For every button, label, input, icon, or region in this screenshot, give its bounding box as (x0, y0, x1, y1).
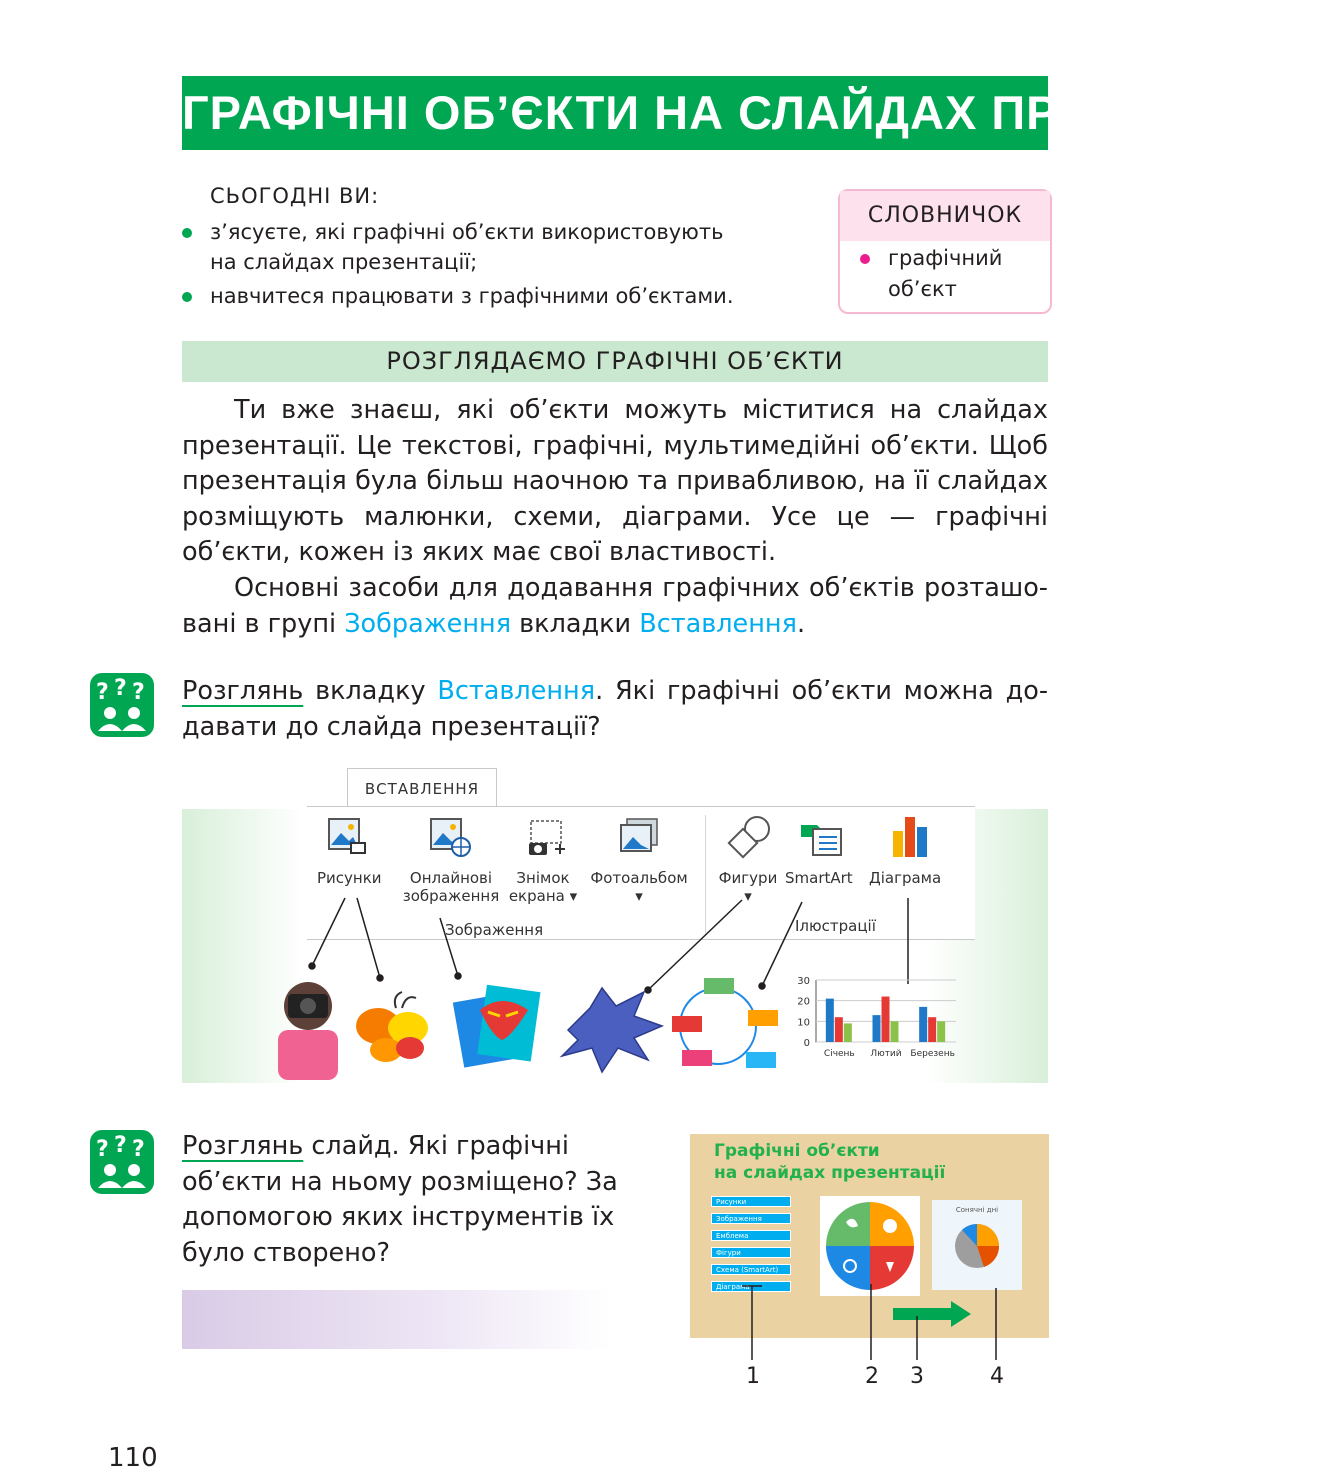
section-heading: РОЗГЛЯДАЄМО ГРАФІЧНІ ОБ’ЄКТИ (182, 341, 1048, 382)
chart-tick-label: 20 (797, 996, 810, 1008)
online-pictures-button[interactable]: Онлайнові зображення (402, 869, 500, 905)
chart-button[interactable]: Діаграма (869, 869, 942, 887)
question-text: Розглянь вкладку Вставлення. Які графічні об’єкти можна додавати до слайда презентації? (182, 676, 1049, 742)
callout-number: 2 (865, 1364, 879, 1389)
callout-number: 4 (990, 1364, 1004, 1389)
answer-area[interactable] (182, 1290, 612, 1349)
svg-text:?: ? (132, 1137, 145, 1162)
term-images: Зображення (344, 608, 512, 639)
pie-chart-card (932, 1200, 1022, 1290)
vocabulary-heading: СЛОВНИЧОК (840, 191, 1050, 241)
pictures-icon[interactable] (325, 815, 369, 859)
mask-card-image (453, 985, 541, 1068)
slide-list-item: Емблема (711, 1230, 791, 1241)
bullet-dot (182, 292, 192, 302)
chart-tick-label: 0 (803, 1038, 810, 1049)
svg-text:?: ? (114, 676, 127, 701)
chart-tick-label: 10 (797, 1017, 810, 1029)
paragraph: Основні засоби для додавання графічних об’єктів розташовані в групі Зображення вкладки Вставлення. (182, 573, 1048, 639)
slide-list-item: Фігури (711, 1247, 791, 1258)
page-title: ГРАФІЧНІ ОБ’ЄКТИ НА СЛАЙДАХ ПРЕЗЕНТАЦІЙ (182, 76, 1048, 150)
chart-category-label: Лютий (870, 1049, 902, 1059)
butterfly-image (356, 992, 428, 1062)
chart-bar (873, 1015, 881, 1042)
slide-title: Графічні об’єкти на слайдах презентації (714, 1141, 946, 1183)
smartart-button[interactable]: SmartArt (785, 869, 853, 887)
svg-text:?: ? (132, 680, 145, 705)
screenshot-icon[interactable] (525, 817, 569, 861)
vocabulary-box (838, 189, 1052, 314)
chart-icon[interactable] (887, 813, 931, 861)
chart-bar (835, 1017, 843, 1042)
photo-album-icon[interactable] (617, 815, 663, 859)
pie-chart-title: Сонячні дні (955, 1206, 999, 1214)
chart-tick-label: 30 (797, 976, 810, 987)
smartart-icon[interactable] (797, 817, 847, 861)
screenshot-button[interactable]: Знімок екрана ▾ (508, 869, 578, 905)
slide-list-item: Діаграма (711, 1281, 791, 1292)
illustration-pictures (182, 880, 1048, 1080)
goal-item: з’ясуєте, які графічні об’єкти використовують на слайдах презентації; (182, 217, 782, 277)
bullet-dot (182, 228, 192, 238)
photo-album-button[interactable]: Фотоальбом ▾ (590, 869, 688, 905)
svg-text:?: ? (96, 680, 109, 705)
callout-number: 1 (746, 1364, 760, 1389)
goal-item: навчитеся працювати з графічними об’єктами. (182, 281, 782, 311)
chart-bar (928, 1017, 936, 1042)
page-number: 110 (108, 1443, 158, 1473)
chart-bar (891, 1021, 899, 1042)
paragraph: Ти вже знаєш, які об’єкти можуть міститися на слайдах презентації. Це текстові, графічні, мультимедійні об’єкти. Щоб презентація була більш наочною та привабливою, на її слайдах розміщують малюнки, схеми, діаграми. Усе це — графічні об’єкти, кожен із яких має свої властивості. (182, 395, 1048, 567)
slide-list-item: Рисунки (711, 1196, 791, 1207)
pie-chart (932, 1214, 1022, 1284)
bar-chart (797, 976, 956, 1059)
chart-bar (919, 1007, 927, 1042)
chart-bar (937, 1021, 945, 1042)
question-icon (90, 673, 154, 737)
chart-bar (844, 1023, 852, 1042)
callout-lines (690, 1280, 1049, 1364)
vocabulary-item: графічний об’єкт (840, 241, 1050, 305)
girl-photo-image (278, 982, 338, 1080)
term-insert: Вставлення (639, 608, 797, 639)
callout-number: 3 (910, 1364, 924, 1389)
goals-heading: СЬОГОДНІ ВИ: (210, 184, 380, 208)
svg-text:?: ? (114, 1133, 127, 1158)
bullet-dot (860, 254, 870, 264)
chart-category-label: Січень (823, 1049, 855, 1059)
chart-bar (826, 999, 834, 1042)
slide-list-item: Зображення (711, 1213, 791, 1224)
star-shape-image (562, 988, 662, 1072)
question-text: Розглянь слайд. Які графічні об’єкти на ньому розміщено? За допомогою яких інструментів їх було створено? (182, 1131, 618, 1268)
tab-insert[interactable]: ВСТАВЛЕННЯ (347, 768, 497, 809)
shapes-button[interactable]: Фигури ▾ (718, 869, 778, 905)
online-pictures-icon[interactable] (427, 815, 475, 859)
svg-text:?: ? (96, 1137, 109, 1162)
pictures-button[interactable]: Рисунки (317, 869, 382, 887)
group-label-illustrations: Ілюстрації (795, 917, 876, 935)
question-icon (90, 1130, 154, 1194)
shapes-icon[interactable] (725, 813, 775, 861)
group-label-images: Зображення (445, 921, 544, 939)
smartart-cycle-image (672, 978, 778, 1068)
slide-list-item: Схема (SmartArt) (711, 1264, 791, 1275)
chart-category-label: Березень (910, 1049, 955, 1059)
chart-bar (882, 997, 890, 1042)
